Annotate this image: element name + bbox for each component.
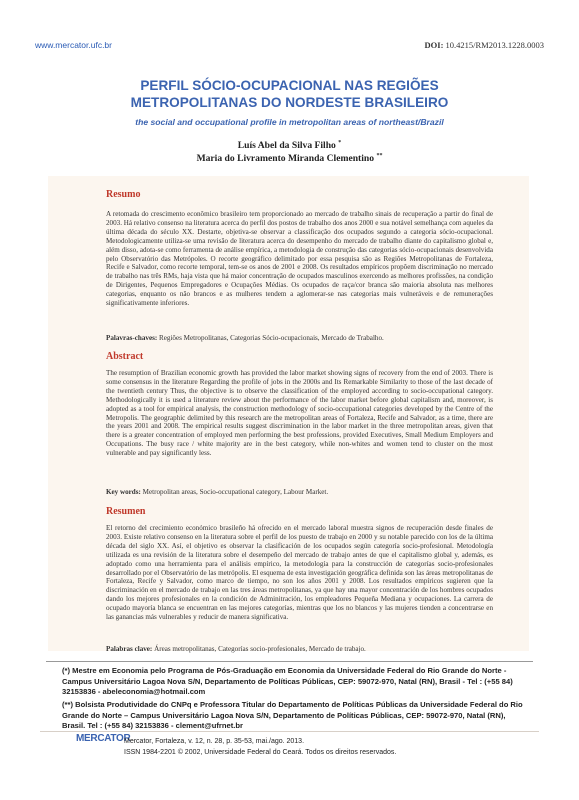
footnote-1-text: Mestre em Economia pelo Programa de Pós-Graduação em Economia da Universidade Federal do Rio Grande do Norte - Campus Universitário Lagoa Nova S/N, Departamento de Políticas Públicas, CEP: 59072-970, Natal (RN), Brasil - Tel : (+55 84) 32153836 - abeleconomia@hotmail.com [62, 666, 513, 697]
resumo-keywords [106, 334, 493, 342]
author-1-name: Luís Abel da Silva Filho [237, 140, 336, 152]
doi-value: 10.4215/RM2013.1228.0003 [445, 40, 544, 50]
author-2-mark: ** [376, 153, 383, 159]
journal-url[interactable]: www.mercator.ufc.br [35, 40, 112, 50]
resumo-heading: Resumo [106, 189, 141, 200]
resumen-kw-label: Palabras clave: [106, 645, 153, 653]
resumo-text: A retomada do crescimento econômico brasileiro tem proporcionado ao mercado de trabalho sinais de recuperação a partir do final de 2003. Há relativo consenso na literatura acerca do perfil dos postos de trabalho dos anos 2000 e sua notável semelhança com aqueles da última década do século XX. Destarte, objetiva-se observar a classificação dos ocupados segundo a categoria sócio-ocupacional. Metodologicamente utiliza-se uma revisão de literatura acerca do desempenho do mercado de trabalho diante do capitalismo global e, além disso, adota-se como ferramenta de análise empírica, a metodologia de construção das categorias sócio-ocupacionais desenvolvida pelo Observatório das Metrópoles. O recorte geográfico delimitado por essa pesquisa são as Regiões Metropolitanas de Fortaleza, Recife e Salvador, como recorte temporal, tem-se os anos de 2001 e 2008. Os resultados empíricos propõem discriminação no mercado de trabalho nas três RMs, haja vista que há maior concentração de ocupados masculinos exercendo as melhores profissões, na condição de Dirigentes, Pequenos Empregadores e Ocupações Médias. Os ocupados de raça/cor branca são maioria absoluta nas melhores categorias, enquanto os não brancos e as mulheres tendem a aglomerar-se nas categorias mais vulneráveis e de remunerações significativamente inferiores. [106, 210, 493, 308]
abstract-kw-text: Metropolitan areas, Socio-occupational category, Labour Market. [142, 488, 329, 496]
citation-line-2: ISSN 1984-2201 © 2002, Universidade Federal do Ceará. Todos os direitos reservados. [124, 749, 397, 756]
resumo-kw-label: Palavras-chaves: [106, 334, 158, 342]
logo-text: MERCATOR [76, 733, 131, 744]
resumen-heading: Resumen [106, 506, 146, 517]
header-bar [35, 40, 544, 54]
paper-subtitle: the social and occupational profile in metropolitan areas of northeast/Brazil [135, 117, 444, 127]
citation [124, 736, 396, 758]
footnote-2-mark: (**) [62, 700, 73, 709]
journal-logo [76, 733, 131, 753]
author-2-name: Maria do Livramento Miranda Clementino [196, 153, 375, 165]
author-1 [0, 140, 579, 151]
abstract-keywords [106, 488, 493, 496]
footnote-1 [62, 666, 524, 698]
abstract-text: The resumption of Brazilian economic growth has provided the labor market showing signs of recovery from the end of 2003. There is some consensus in the literature Regarding the profile of jobs in the 2000s and Its Remarkable Similarity to those of the last decade of the twentieth century Thus, the objective is to observe the classification of the employed according to socio-occupational category. Methodologically it is used a literature review about the performance of the labor market before global capitalism and, moreover, is adopted as a tool for empirical analysis, the construction methodology of socio-occupational categories developed by the Centre of the Metropolis. The geographic delimited by this research are the metropolitan areas of Fortaleza, Recife and Salvador, as a time, there are the years 2001 and 2008. The empirical results suggest discrimination in the labor market in the three metropolitan areas, given that there is a greater concentration of employed men performing the best professions, provided Executives, Small Medium Employers and Occupations. The busy race / white majority are in the best category, while non-whites and women tend to cluster on the most vulnerable and pay significantly less. [106, 369, 493, 458]
footnote-divider [46, 661, 533, 662]
footnote-1-mark: (*) [62, 666, 71, 675]
abstract-heading: Abstract [106, 351, 144, 362]
doi [425, 40, 544, 50]
resumen-text: El retorno del crecimiento económico brasileño há ofrecido en el mercado laboral muestra signos de recuperación desde finales de 2003. Existe relativo consenso en la literatura sobre el perfil de los puesto de trabajo en 2000 y su notable parecido con los de la última década del siglo XX. Así, el objetivo es observar la clasificación de los ocupados según categoría socio-profesional. Metodología utilizada es una revisión de la literatura sobre el desempeño del mercado de trabajo antes de que el capitalismo global y, además, es adoptado como una herramienta para el análisis empírico, la metodología para la construcción de categorías socio-profesionales desarrollado por el Observatório de las metrópolis. El esquema de esta investigación geográfica definida son las áreas metropolitanas de Fortaleza, Recife y Salvador, como marco de tiempo, no son los años 2001 y 2008. Los resultados empíricos sugieren que la discriminación en el mercado de trabajo en las tres áreas metropolitanas, ya que hay una mayor concentración de los hombres ocupados dando los mejores profesionales en la condición de Adminitración, los empleadores Pequeña Mediana y ocupaciones. La carrera de ocupado mayoría blanca se encuentran en las mejores categorías, mientras que los no blancos y las mujeres tienden a concentrarse en las ganancias más vulnerables y reducir de manera significativa. [106, 524, 493, 622]
author-1-mark: * [338, 140, 342, 146]
footnote-2 [62, 700, 524, 732]
resumen-kw-text: Áreas metropolitanas, Categorías socio-profesionales, Mercado de trabajo. [154, 645, 366, 653]
title-line-2: METROPOLITANAS DO NORDESTE BRASILEIRO [130, 95, 449, 110]
abstract-kw-label: Key words: [106, 488, 141, 496]
footnote-2-text: Bolsista Produtividade do CNPq e Professora Titular do Departamento de Políticas Públicas da Universidade Federal do Rio Grande do Norte – Campus Universitário Lagoa Nova S/N, Departamento de Políticas Públicas, CEP: 59072-970, Natal (RN), Brasil. Tel : (+55 84) 32153836 - clement@ufrnet.br [62, 700, 523, 731]
doi-label: DOI: [424, 40, 444, 50]
footer-divider [40, 731, 539, 732]
paper-title [40, 77, 539, 111]
author-2 [0, 153, 579, 164]
resumo-kw-text: Regiões Metropolitanas, Categorias Sócio-ocupacionais, Mercado de Trabalho. [159, 334, 384, 342]
title-line-1: PERFIL SÓCIO-OCUPACIONAL NAS REGIÕES [140, 78, 439, 93]
resumen-keywords [106, 645, 493, 653]
citation-line-1: Mercator, Fortaleza, v. 12, n. 28, p. 35-53, mai./ago. 2013. [124, 738, 305, 745]
